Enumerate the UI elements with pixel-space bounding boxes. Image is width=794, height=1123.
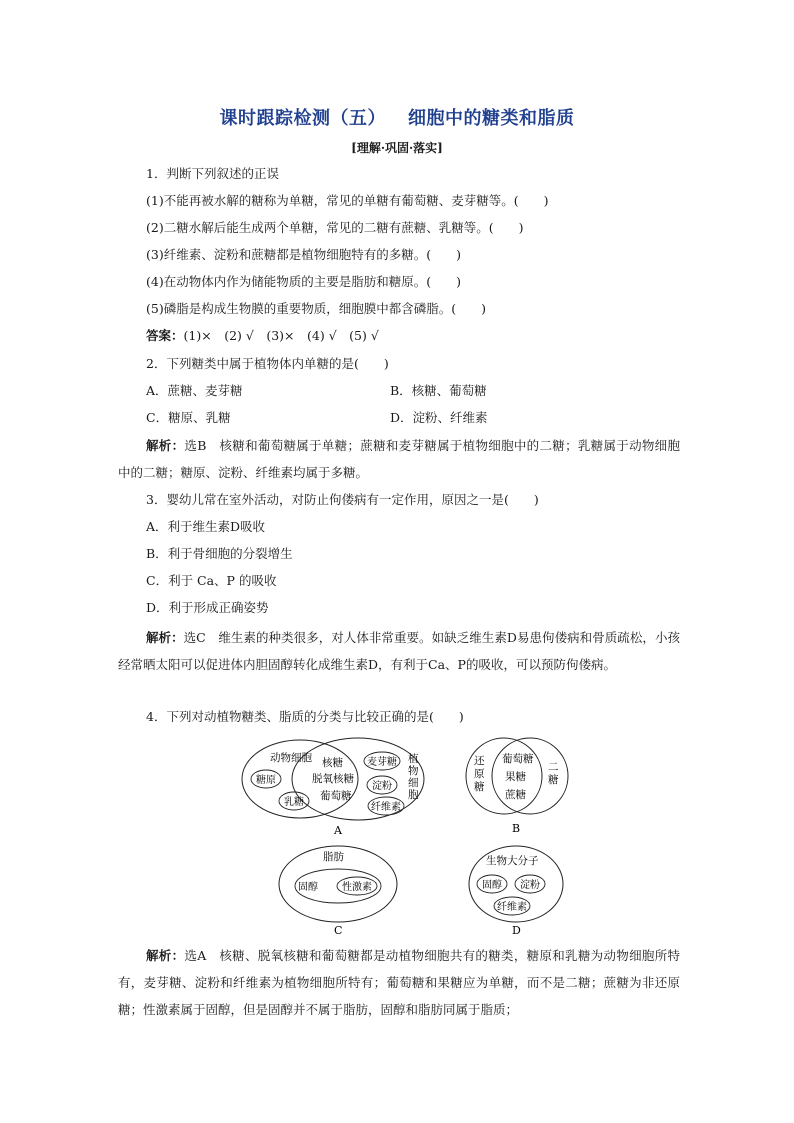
q3-analysis — [118, 624, 680, 678]
q2-option-c: C．糖原、乳糖 — [146, 410, 231, 425]
title-part1: 课时跟踪检测（五） — [219, 108, 386, 129]
q3-stem: 3．婴幼儿常在室外活动，对防止佝偻病有一定作用，原因之一是( ) — [146, 492, 539, 507]
q4-stem: 4．下列对动植物糖类、脂质的分类与比较正确的是( ) — [146, 709, 464, 724]
analysis-text: 选A 核糖、脱氧核糖和葡萄糖都是动植物细胞共有的糖类，糖原和乳糖为动物细胞所特有，麦芽糖、淀粉和纤维素为植物细胞所特有；葡萄糖和果糖应为单糖，而不是二糖；蔗糖为非还原糖；性激素属于固醇，但是固醇并不属于脂肪，固醇和脂肪同属于脂质； — [118, 948, 680, 1017]
q1-item-4: (4)在动物体内作为储能物质的主要是脂肪和糖原。( ) — [146, 274, 461, 289]
q1-item-5: (5)磷脂是构成生物膜的重要物质，细胞膜中都含磷脂。( ) — [146, 301, 486, 316]
diagram-b-left-label — [474, 755, 485, 793]
analysis-label: 解析： — [146, 630, 184, 645]
diagram-d-item-sterol: 固醇 — [482, 880, 502, 891]
vertical-glyph: 糖 — [474, 781, 485, 793]
diagram-a-item-cellulose: 纤维素 — [371, 802, 401, 813]
diagram-a-item-glycogen: 糖原 — [256, 775, 276, 786]
vertical-glyph: 二 — [548, 761, 559, 773]
nested-diagram-d — [466, 842, 566, 937]
diagram-a-item-starch: 淀粉 — [372, 781, 392, 792]
analysis-text: 选C 维生素的种类很多，对人体非常重要。如缺乏维生素D易患佝偻病和骨质疏松，小孩经常晒太阳可以促进体内胆固醇转化成维生素D，有利于Ca、P的吸收，可以预防佝偻病。 — [118, 630, 680, 672]
q3-option-c: C．利于 Ca、P 的吸收 — [146, 573, 277, 588]
diagram-d-item-cellulose: 纤维素 — [497, 902, 527, 913]
diagram-c-innermost-label: 性激素 — [342, 882, 372, 893]
diagram-b-item-glucose: 葡萄糖 — [502, 753, 534, 765]
diagram-b-item-fructose: 果糖 — [505, 771, 526, 783]
diagram-a-right-label — [408, 752, 419, 801]
venn-diagram-b — [462, 734, 572, 839]
diagram-a-left-label: 动物细胞 — [270, 752, 312, 764]
q2-option-b: B．核糖、葡萄糖 — [390, 383, 487, 398]
diagram-c-inner-label: 固醇 — [298, 882, 318, 893]
diagram-d-outer-label: 生物大分子 — [486, 855, 539, 867]
vertical-glyph: 胞 — [408, 789, 419, 801]
vertical-glyph: 物 — [408, 765, 419, 777]
q2-analysis — [118, 432, 680, 486]
venn-diagram-a — [240, 736, 440, 841]
q1-item-2: (2)二糖水解后能生成两个单糖，常见的二糖有蔗糖、乳糖等。( ) — [146, 220, 524, 235]
q2-stem: 2．下列糖类中属于植物体内单糖的是( ) — [146, 356, 389, 371]
answer-label: 答案： — [146, 328, 184, 343]
analysis-text: 选B 核糖和葡萄糖属于单糖；蔗糖和麦芽糖属于植物细胞中的二糖；乳糖属于动物细胞中的二糖；糖原、淀粉、纤维素均属于多糖。 — [118, 438, 680, 480]
diagram-a-item-maltose: 麦芽糖 — [367, 757, 397, 768]
q1-answer — [146, 328, 379, 344]
q3-option-b: B．利于骨细胞的分裂增生 — [146, 546, 293, 561]
q3-option-a: A．利于维生素D吸收 — [146, 519, 266, 534]
answer-text: (1)× (2) √ (3)× (4) √ (5) √ — [183, 328, 379, 343]
q3-option-d: D．利于形成正确姿势 — [146, 600, 269, 615]
diagram-a-item-deoxyribose: 脱氧核糖 — [312, 773, 354, 785]
diagram-a-item-glucose: 葡萄糖 — [320, 790, 352, 802]
vertical-glyph: 还 — [474, 755, 485, 767]
vertical-glyph: 细 — [408, 777, 419, 789]
nested-diagram-c — [276, 842, 401, 937]
diagram-a-item-lactose: 乳糖 — [284, 797, 304, 808]
diagram-b-right-label — [548, 761, 559, 786]
analysis-label: 解析： — [146, 948, 185, 963]
title-part2: 细胞中的糖类和脂质 — [408, 108, 575, 129]
diagram-c-label: C — [334, 924, 343, 937]
q1-stem: 1．判断下列叙述的正误 — [146, 166, 279, 181]
q4-analysis — [118, 942, 680, 1023]
diagram-c-outer-label: 脂肪 — [323, 851, 344, 863]
vertical-glyph: 糖 — [548, 774, 559, 786]
diagram-b-label: B — [512, 822, 521, 835]
diagram-a-label: A — [334, 824, 342, 837]
analysis-label: 解析： — [146, 438, 185, 453]
vertical-glyph: 植 — [408, 753, 419, 765]
diagram-a-item-ribose: 核糖 — [322, 757, 343, 769]
vertical-glyph: 原 — [474, 768, 485, 780]
page-subtitle: [理解·巩固·落实] — [351, 141, 443, 155]
q2-option-d: D．淀粉、纤维素 — [390, 410, 488, 425]
diagram-d-item-starch: 淀粉 — [520, 880, 540, 891]
diagram-b-item-sucrose: 蔗糖 — [505, 789, 526, 801]
q1-item-1: (1)不能再被水解的糖称为单糖，常见的单糖有葡萄糖、麦芽糖等。( ) — [146, 193, 549, 208]
q1-item-3: (3)纤维素、淀粉和蔗糖都是植物细胞特有的多糖。( ) — [146, 247, 461, 262]
page-title — [0, 104, 794, 130]
diagram-d-label: D — [512, 924, 521, 937]
q2-option-a: A．蔗糖、麦芽糖 — [146, 383, 243, 398]
